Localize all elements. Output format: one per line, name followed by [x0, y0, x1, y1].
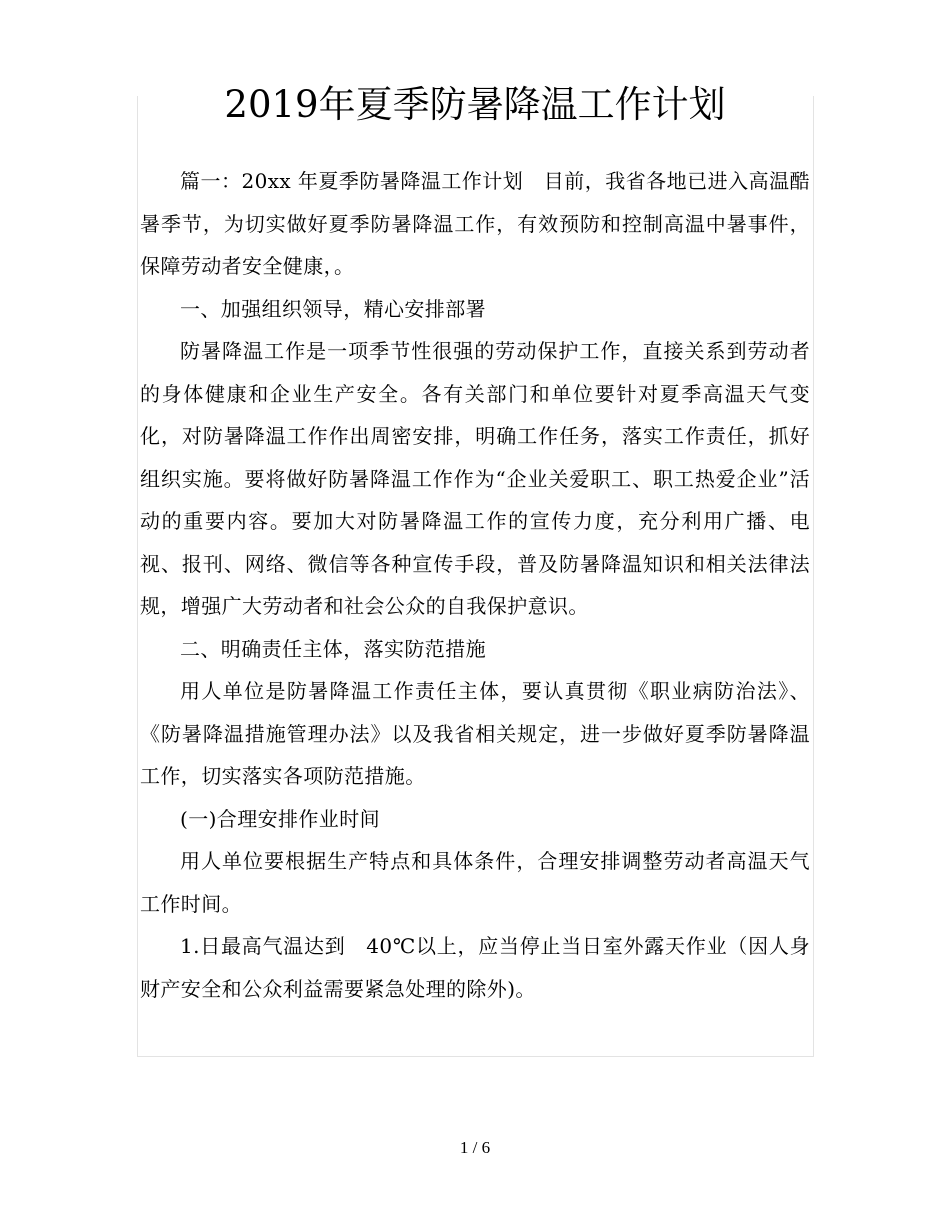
list-item-1: 1.日最高气温达到 40℃以上，应当停止当日室外露天作业（因人身财产安全和公众利益需要紧急处理的除外)。	[140, 934, 810, 1001]
document-body	[140, 160, 810, 1010]
section-heading-2: 二、明确责任主体，落实防范措施	[180, 636, 486, 661]
paragraph-subsection-1: 用人单位要根据生产特点和具体条件，合理安排调整劳动者高温天气工作时间。	[140, 849, 810, 916]
document-title: 2019年夏季防暑降温工作计划	[224, 83, 726, 126]
section-heading-1: 一、加强组织领导，精心安排部署	[180, 296, 486, 321]
page-number: 1 / 6	[459, 1138, 491, 1157]
paragraph-intro: 篇一：20xx 年夏季防暑降温工作计划 目前，我省各地已进入高温酷暑季节，为切实做好夏季防暑降温工作，有效预防和控制高温中暑事件，保障劳动者安全健康，。	[140, 169, 810, 278]
paragraph-section-2: 用人单位是防暑降温工作责任主体，要认真贯彻《职业病防治法》、《防暑降温措施管理办法》以及我省相关规定，进一步做好夏季防暑降温工作，切实落实各项防范措施。	[140, 679, 810, 788]
subsection-heading-1: (一)合理安排作业时间	[180, 806, 381, 831]
paragraph-section-1: 防暑降温工作是一项季节性很强的劳动保护工作，直接关系到劳动者的身体健康和企业生产安全。各有关部门和单位要针对夏季高温天气变化，对防暑降温工作作出周密安排，明确工作任务，落实工作责任，抓好组织实施。要将做好防暑降温工作作为“企业关爱职工、职工热爱企业”活动的重要内容。要加大对防暑降温工作的宣传力度，充分利用广播、电视、报刊、网络、微信等各种宣传手段，普及防暑降温知识和相关法律法规，增强广大劳动者和社会公众的自我保护意识。	[140, 339, 810, 618]
